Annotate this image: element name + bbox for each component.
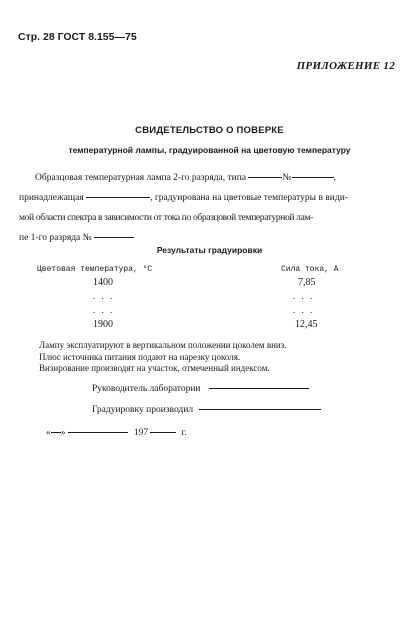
current-cell: 12,45 [295, 319, 318, 330]
comma: , [333, 173, 336, 183]
current-cell: 7,85 [298, 277, 316, 288]
month-blank [68, 432, 128, 433]
reference-lamp-blank [94, 237, 134, 238]
usage-notes [39, 340, 359, 375]
reference-lamp-text: пе 1-го разряда № [19, 233, 92, 243]
current-cell: . . . [293, 291, 315, 301]
document-title: СВИДЕТЕЛЬСТВО О ПОВЕРКЕ [135, 125, 284, 136]
note-line: Визирование производят на участок, отмеченный индексом. [39, 363, 270, 373]
temp-cell: 1900 [93, 319, 113, 330]
appendix-label: ПРИЛОЖЕНИЕ 12 [296, 60, 395, 72]
current-column-header: Сила тока, А [281, 265, 339, 274]
paragraph-line-2 [19, 188, 371, 208]
certificate-paragraph [19, 168, 371, 248]
lab-head-signature-line [92, 384, 309, 394]
close-quote: » [60, 428, 66, 438]
note-line: Лампу эксплуатируют в вертикальном положении цоколем вниз. [39, 340, 287, 350]
paragraph-line-1 [19, 168, 371, 188]
open-quote: « [46, 428, 51, 438]
temp-cell: 1400 [93, 277, 113, 288]
temp-cell: . . . [93, 291, 115, 301]
calibration-text: , градуирована на цветовые температуры в види- [150, 193, 348, 203]
document-subtitle: температурной лампы, градуированной на цветовую температуру [68, 145, 351, 155]
lamp-type-blank [248, 177, 282, 178]
day-blank [51, 432, 61, 433]
paragraph-line-3: мой области спектра в зависимости от тока по образцовой температурной лам- [19, 213, 313, 223]
year-prefix: 197 [133, 428, 149, 438]
temp-cell: . . . [93, 305, 115, 315]
current-cell: . . . [293, 305, 315, 315]
lamp-type-text: Образцовая температурная лампа 2-го разряда, типа [35, 173, 247, 183]
temp-column-header: Цветовая температура, °С [37, 265, 153, 274]
year-suffix: г. [181, 428, 187, 438]
owner-blank [86, 197, 150, 198]
calibrator-label: Градуировку производил [92, 405, 194, 415]
results-heading: Результаты градуировки [156, 245, 263, 255]
calibrator-blank [199, 409, 321, 410]
owner-text: принадлежащая [19, 193, 84, 203]
note-line: Плюс источника питания подают на нарезку цоколя. [39, 351, 241, 362]
calibrator-signature-line [92, 405, 321, 415]
number-sign: № [282, 173, 292, 183]
lab-head-blank [209, 388, 309, 389]
lab-head-label: Руководитель лаборатории [92, 384, 201, 394]
lamp-number-blank [292, 177, 334, 178]
year-blank [150, 432, 176, 433]
page-header: Стр. 28 ГОСТ 8.155—75 [18, 31, 137, 43]
date-line [46, 428, 187, 438]
